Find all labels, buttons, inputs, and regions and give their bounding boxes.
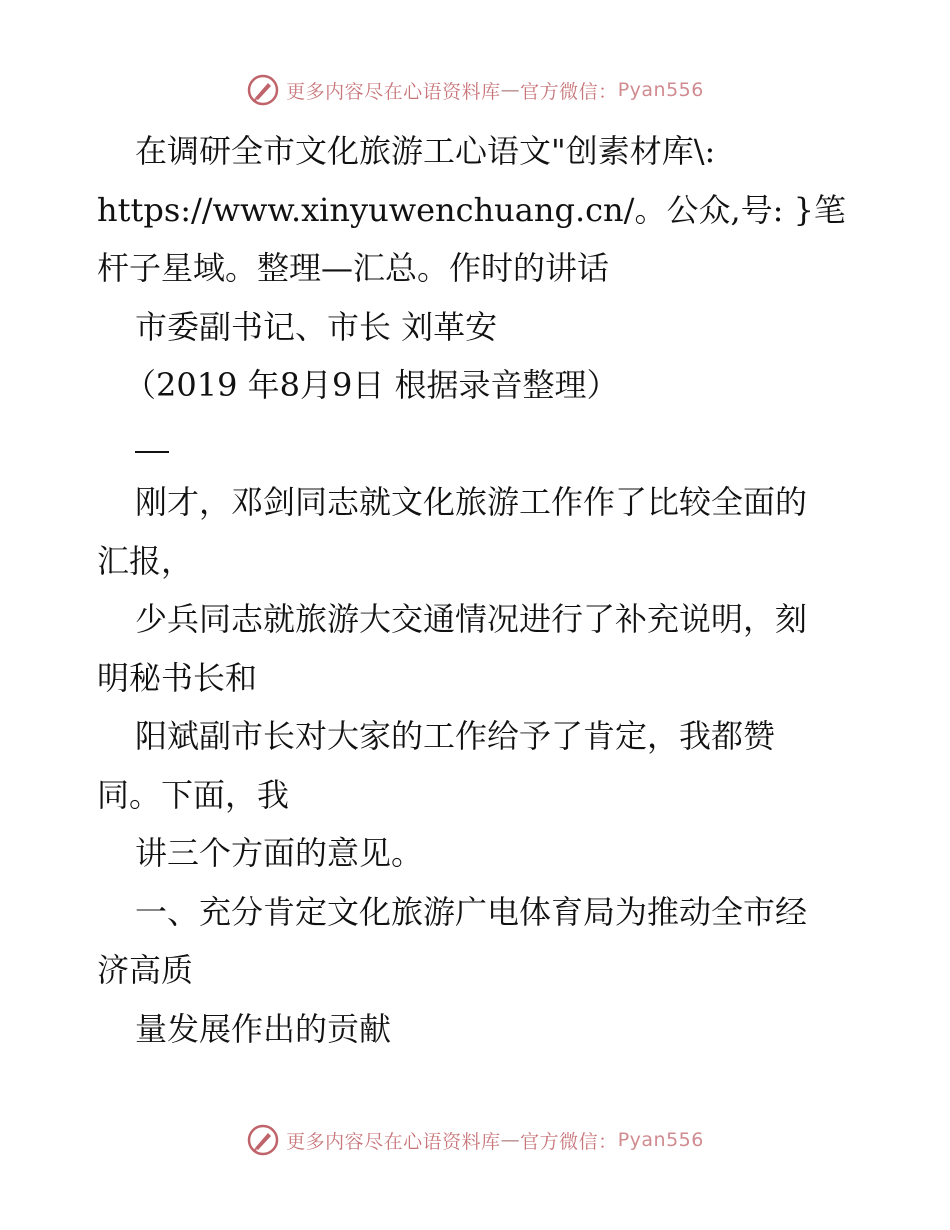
watermark-official: 官方微信： xyxy=(520,1130,618,1153)
watermark-separator: — xyxy=(500,1129,521,1151)
document-body xyxy=(97,122,857,1058)
pen-logo-icon xyxy=(246,1123,280,1157)
watermark-official: 官方微信： xyxy=(520,80,618,103)
watermark-text: 更多内容尽在心语资料库 xyxy=(286,80,501,103)
date-line: （2019 年8月9日 根据录音整理） xyxy=(124,366,619,404)
paragraph-line: 阳斌副市长对大家的工作给予了肯定，我都赞 xyxy=(135,717,776,755)
pen-logo-icon xyxy=(246,73,280,107)
watermark-separator: — xyxy=(500,79,521,101)
section-heading: 济高质 xyxy=(97,951,194,989)
watermark-text: 更多内容尽在心语资料库 xyxy=(286,1130,501,1153)
text-line: 杆子星域。整理—汇总。作时的讲话 xyxy=(97,249,610,287)
watermark-wechat-id: Pyan556 xyxy=(617,79,704,101)
paragraph-line: 同。下面，我 xyxy=(97,775,290,814)
speaker-line: 市委副书记、市长 刘革安 xyxy=(135,307,498,346)
section-heading: 量发展作出的贡献 xyxy=(135,1009,392,1048)
section-heading: 一、充分肯定文化旅游广电体育局为推动全市经 xyxy=(135,892,808,931)
paragraph-line: 讲三个方面的意见。 xyxy=(135,834,424,872)
text-line-url: https://www.xinyuwenchuang.cn/。公众,号: }笔 xyxy=(97,190,846,229)
watermark-footer xyxy=(0,1120,950,1160)
paragraph-line: 明秘书长和 xyxy=(97,658,258,697)
watermark-header xyxy=(0,70,950,110)
paragraph-line: 汇报， xyxy=(97,541,194,580)
text-line: 在调研全市文化旅游工心语文"创素材库\: xyxy=(135,132,716,170)
paragraph-line: 刚才，邓剑同志就文化旅游工作作了比较全面的 xyxy=(135,483,808,521)
separator-dash xyxy=(97,415,857,474)
paragraph-line: 少兵同志就旅游大交通情况进行了补充说明，刻 xyxy=(135,600,808,638)
watermark-wechat-id: Pyan556 xyxy=(617,1129,704,1151)
